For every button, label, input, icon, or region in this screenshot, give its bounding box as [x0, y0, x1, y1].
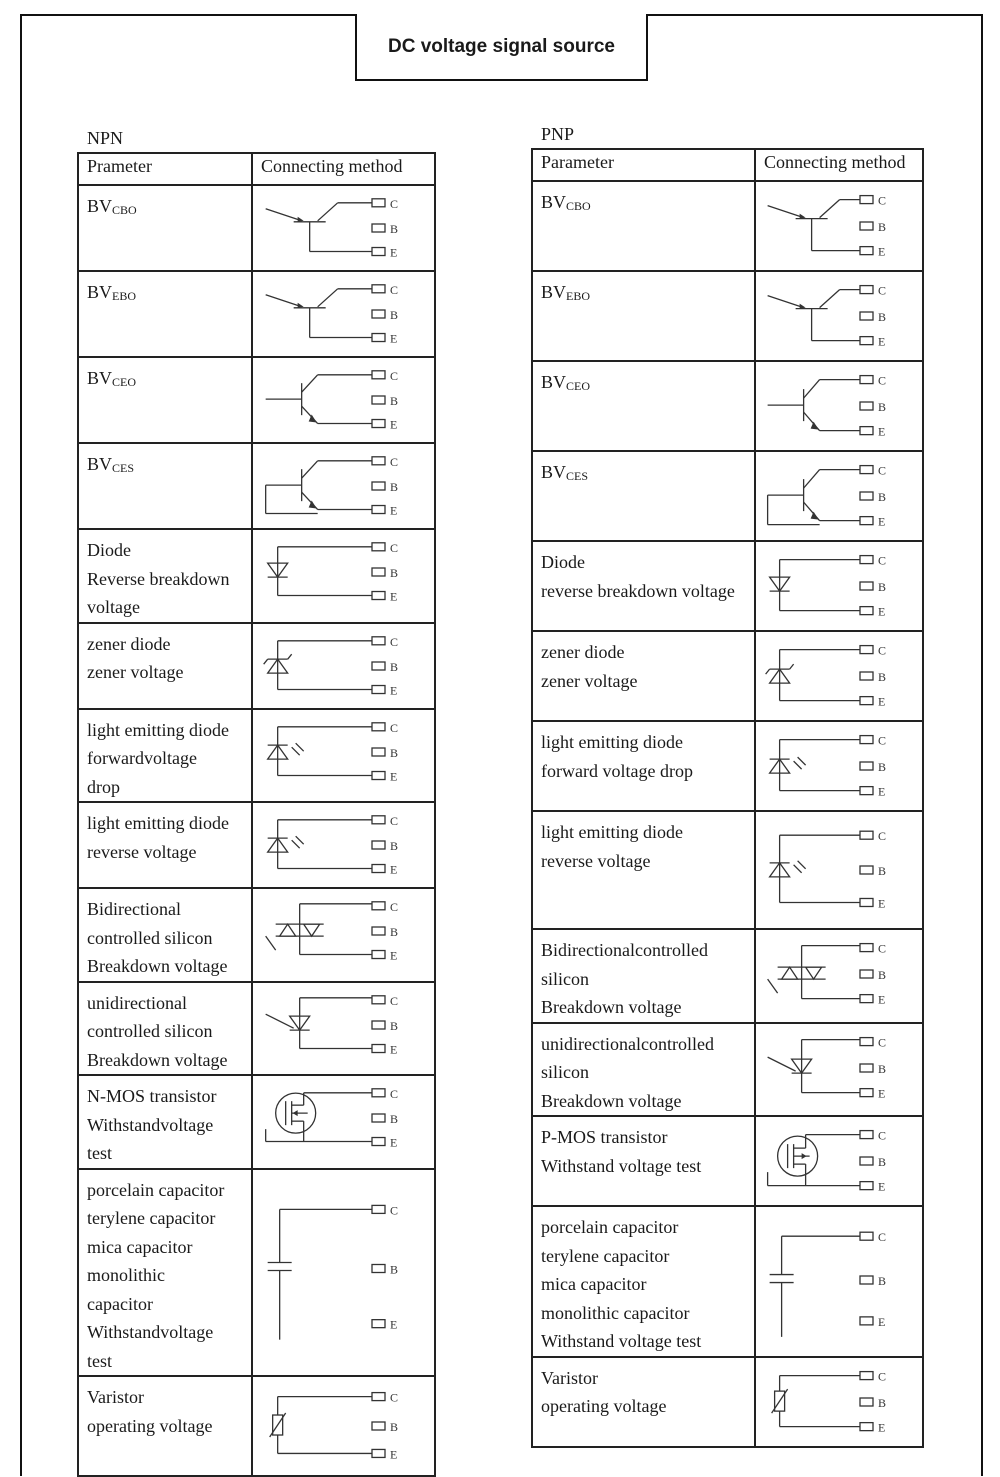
svg-text:E: E [390, 503, 398, 518]
svg-text:B: B [878, 220, 887, 234]
parameter-line [87, 1318, 243, 1347]
parameter-line: light emitting diode [541, 822, 683, 842]
svg-text:C: C [390, 1086, 399, 1101]
connection-diagram-cell [755, 1023, 923, 1117]
connection-diagram-cell [252, 357, 435, 443]
table-row [532, 271, 923, 361]
bjt-ceo-diagram-icon [756, 362, 922, 450]
parameter-cell [532, 361, 755, 451]
parameter-line: Breakdown voltage [87, 956, 228, 976]
connection-diagram-cell [755, 361, 923, 451]
svg-text:B: B [878, 580, 887, 594]
parameter-cell [532, 631, 755, 721]
parameter-line: terylene capacitor [87, 1208, 216, 1228]
bjt-ceo-diagram-icon [253, 358, 434, 442]
parameter-line: Breakdown voltage [541, 997, 682, 1017]
bjt-ces-diagram-icon [756, 452, 922, 540]
table-row [78, 802, 435, 888]
bjt-cbo-diagram-icon [253, 186, 434, 270]
table-row [78, 443, 435, 529]
svg-text:E: E [878, 1314, 886, 1329]
svg-text:C: C [878, 643, 887, 658]
svg-text:B: B [878, 670, 887, 684]
parameter-line: zener diode [541, 642, 625, 662]
parameter-line: monolithic [87, 1265, 165, 1285]
parameter-cell [532, 929, 755, 1023]
bjt-ces-diagram-icon [253, 444, 434, 528]
bjt-cbo-diagram-icon [756, 182, 922, 270]
parameter-cell [532, 721, 755, 811]
parameter-symbol: BV [541, 282, 567, 302]
parameter-cell [532, 1023, 755, 1117]
svg-text:E: E [878, 1179, 886, 1194]
parameter-line: Breakdown voltage [541, 1090, 682, 1111]
parameter-line: drop [87, 776, 120, 797]
triac-diagram-icon [253, 889, 434, 973]
parameter-line: silicon [541, 968, 589, 989]
table-row [78, 271, 435, 357]
parameter-line: test [87, 1350, 112, 1371]
svg-text:B: B [878, 864, 887, 878]
parameter-cell [532, 271, 755, 361]
npn-label: NPN [87, 128, 124, 148]
connection-diagram-cell [755, 1357, 923, 1447]
svg-text:E: E [390, 245, 398, 260]
svg-text:B: B [878, 968, 887, 982]
connection-diagram-cell [252, 709, 435, 803]
pmos-diagram-icon [756, 1117, 922, 1205]
parameter-symbol: BV [541, 192, 567, 212]
parameter-symbol: BV [541, 462, 567, 482]
parameter-line: zener voltage [541, 670, 638, 691]
connection-diagram-cell [755, 929, 923, 1023]
svg-text:C: C [878, 1230, 887, 1245]
parameter-subscript: EBO [112, 289, 137, 303]
table-row [532, 181, 923, 271]
table-row [78, 357, 435, 443]
parameter-line: N-MOS transistor [87, 1086, 217, 1106]
svg-text:B: B [878, 760, 887, 774]
parameter-line: monolithic capacitor [541, 1302, 690, 1323]
table-row [532, 929, 923, 1023]
connection-diagram-cell [755, 631, 923, 721]
parameter-line: Diode [87, 540, 131, 560]
svg-text:C: C [878, 373, 887, 388]
connection-diagram-cell [252, 1075, 435, 1169]
svg-text:C: C [390, 196, 399, 211]
svg-text:C: C [390, 1202, 399, 1217]
svg-text:C: C [878, 941, 887, 956]
parameter-line: porcelain capacitor [541, 1217, 679, 1237]
parameter-line: reverse breakdown voltage [541, 580, 735, 601]
connection-diagram-cell [755, 721, 923, 811]
table-row [78, 982, 435, 1076]
parameter-line: zener diode [87, 633, 171, 654]
svg-text:C: C [390, 720, 399, 735]
parameter-line: test [87, 1143, 112, 1163]
parameter-subscript: CEO [566, 379, 591, 393]
svg-text:C: C [878, 193, 887, 208]
svg-text:E: E [878, 1420, 886, 1435]
capacitor-diagram-icon [756, 1207, 922, 1353]
svg-text:E: E [878, 334, 886, 349]
svg-text:C: C [878, 463, 887, 478]
parameter-cell [532, 1206, 755, 1357]
pnp-table [531, 148, 924, 1448]
parameter-line [541, 1030, 746, 1059]
parameter-cell [78, 1376, 252, 1476]
svg-text:B: B [390, 1112, 399, 1126]
svg-text:C: C [390, 899, 399, 914]
table-header [78, 153, 435, 185]
parameter-line: light emitting diode [87, 719, 229, 740]
parameter-word: voltage [160, 1322, 214, 1342]
svg-text:E: E [878, 896, 886, 911]
table-header [532, 149, 923, 181]
connection-diagram-cell [252, 623, 435, 709]
connection-diagram-cell [252, 802, 435, 888]
svg-text:C: C [878, 829, 887, 844]
parameter-line: capacitor [87, 1293, 153, 1314]
parameter-subscript: EBO [566, 289, 591, 303]
connection-diagram-cell [252, 529, 435, 623]
svg-text:B: B [878, 1395, 887, 1410]
triac-diagram-icon [756, 930, 922, 1018]
parameter-cell [78, 623, 252, 709]
svg-text:B: B [390, 745, 399, 760]
parameter-symbol: BV [87, 282, 113, 302]
parameter-word: Bidirectional [541, 940, 635, 960]
connection-diagram-cell [755, 811, 923, 929]
parameter-line: reverse voltage [87, 841, 197, 862]
parameter-cell [78, 802, 252, 888]
parameter-cell [78, 529, 252, 623]
svg-text:B: B [878, 490, 887, 504]
method-header: Connecting method [252, 153, 435, 185]
led-forward-diagram-icon [756, 722, 922, 810]
parameter-line: terylene capacitor [541, 1245, 670, 1266]
zener-diagram-icon [756, 632, 922, 720]
diode-diagram-icon [253, 530, 434, 614]
parameter-line: Withstand voltage test [541, 1331, 702, 1351]
parameter-line: controlled silicon [87, 1021, 213, 1041]
page-title: DC voltage signal source [355, 14, 648, 81]
parameter-line: Withstand voltage test [541, 1155, 702, 1176]
bjt-ebo-diagram-icon [253, 272, 434, 356]
svg-text:C: C [878, 1369, 887, 1384]
svg-text:E: E [878, 244, 886, 259]
svg-text:B: B [390, 566, 399, 580]
method-header: Connecting method [755, 149, 923, 181]
parameter-word: Withstand [87, 1322, 161, 1342]
parameter-line: light emitting diode [87, 813, 229, 833]
svg-text:B: B [390, 659, 399, 674]
varistor-diagram-icon [756, 1358, 922, 1446]
parameter-cell [532, 1116, 755, 1206]
svg-text:C: C [390, 282, 399, 297]
table-row [78, 185, 435, 271]
parameter-word: Withstand [87, 1114, 161, 1135]
svg-text:E: E [390, 1317, 398, 1332]
svg-text:E: E [878, 992, 886, 1007]
svg-text:C: C [390, 1390, 399, 1405]
parameter-line: reverse voltage [541, 850, 651, 871]
diode-diagram-icon [756, 542, 922, 630]
table-row [78, 888, 435, 982]
parameter-word: unidirectional [541, 1033, 641, 1054]
parameter-cell [78, 1169, 252, 1377]
parameter-line: Reverse breakdown [87, 568, 230, 589]
capacitor-diagram-icon [253, 1170, 434, 1367]
table-row [532, 1206, 923, 1357]
parameter-cell [532, 541, 755, 631]
table-row [532, 811, 923, 929]
parameter-line: Varistor [541, 1367, 598, 1388]
table-row [532, 361, 923, 451]
parameter-line: mica capacitor [87, 1236, 193, 1257]
svg-text:E: E [390, 589, 398, 604]
scr-diagram-icon [253, 983, 434, 1067]
svg-text:E: E [390, 769, 398, 784]
svg-text:C: C [878, 1128, 887, 1143]
svg-text:C: C [390, 540, 399, 555]
svg-text:B: B [390, 1262, 399, 1276]
parameter-line: forward voltage drop [541, 760, 693, 781]
bjt-ebo-diagram-icon [756, 272, 922, 360]
table-row [532, 721, 923, 811]
table-row [78, 1169, 435, 1377]
svg-text:E: E [390, 1135, 398, 1150]
svg-text:B: B [878, 1155, 887, 1169]
parameter-word: controlled [640, 1033, 714, 1054]
svg-text:C: C [390, 993, 399, 1008]
connection-diagram-cell [755, 541, 923, 631]
svg-text:E: E [390, 331, 398, 346]
parameter-symbol: BV [87, 454, 113, 474]
parameter-word: voltage [143, 748, 197, 768]
pnp-label: PNP [541, 124, 575, 144]
parameter-cell [78, 443, 252, 529]
led-reverse-diagram-icon [253, 803, 434, 887]
svg-text:C: C [878, 283, 887, 298]
zener-diagram-icon [253, 624, 434, 708]
svg-text:C: C [390, 813, 399, 828]
parameter-line: Breakdown voltage [87, 1049, 228, 1070]
parameter-line: P-MOS transistor [541, 1127, 668, 1147]
table-row [78, 1075, 435, 1169]
connection-diagram-cell [252, 443, 435, 529]
connection-diagram-cell [755, 1206, 923, 1357]
parameter-subscript: CES [566, 469, 589, 483]
table-row [78, 709, 435, 803]
connection-diagram-cell [755, 181, 923, 271]
parameter-symbol: BV [87, 368, 113, 388]
connection-diagram-cell [252, 1376, 435, 1476]
npn-table [77, 152, 436, 1477]
parameter-cell [78, 888, 252, 982]
svg-text:E: E [390, 683, 398, 698]
connection-diagram-cell [252, 888, 435, 982]
svg-text:E: E [878, 424, 886, 439]
table-row [532, 541, 923, 631]
parameter-line: unidirectional [87, 992, 187, 1013]
parameter-line: operating voltage [541, 1396, 667, 1416]
parameter-cell [78, 271, 252, 357]
svg-text:E: E [390, 948, 398, 963]
parameter-symbol: BV [541, 372, 567, 392]
svg-text:C: C [390, 368, 399, 383]
table-row [78, 623, 435, 709]
table-row [532, 631, 923, 721]
parameter-line [541, 936, 746, 965]
connection-diagram-cell [252, 271, 435, 357]
parameter-line: Diode [541, 552, 585, 572]
parameter-cell [78, 709, 252, 803]
parameter-line: zener voltage [87, 662, 184, 682]
svg-text:C: C [878, 733, 887, 748]
led-forward-diagram-icon [253, 710, 434, 794]
svg-text:E: E [878, 784, 886, 799]
parameter-word: voltage [160, 1114, 214, 1135]
svg-text:B: B [390, 839, 399, 853]
connection-diagram-cell [755, 451, 923, 541]
parameter-cell [532, 1357, 755, 1447]
table-row [532, 1023, 923, 1117]
parameter-line: controlled silicon [87, 927, 213, 948]
parameter-cell [532, 181, 755, 271]
parameter-line: light emitting diode [541, 732, 683, 752]
svg-text:E: E [390, 417, 398, 432]
led-reverse-diagram-icon [756, 812, 922, 928]
parameter-line [87, 744, 243, 773]
parameter-line: porcelain capacitor [87, 1179, 225, 1200]
connection-diagram-cell [755, 1116, 923, 1206]
nmos-diagram-icon [253, 1076, 434, 1160]
parameter-line: Varistor [87, 1387, 144, 1407]
svg-text:E: E [878, 514, 886, 529]
svg-text:E: E [390, 1042, 398, 1057]
svg-text:B: B [390, 222, 399, 236]
svg-text:B: B [390, 1420, 399, 1434]
svg-text:E: E [390, 862, 398, 877]
svg-text:B: B [878, 310, 887, 324]
svg-text:B: B [390, 480, 399, 494]
parameter-symbol: BV [87, 196, 113, 216]
parameter-subscript: CEO [112, 375, 137, 389]
parameter-cell [532, 451, 755, 541]
parameter-line: Bidirectional [87, 899, 181, 919]
parameter-word: forward [87, 748, 144, 768]
svg-text:C: C [878, 1035, 887, 1050]
scr-diagram-icon [756, 1024, 922, 1112]
table-row [78, 529, 435, 623]
parameter-header: Parameter [532, 149, 755, 181]
connection-diagram-cell [755, 271, 923, 361]
parameter-header: Prameter [78, 153, 252, 185]
parameter-line: operating voltage [87, 1415, 213, 1436]
svg-text:C: C [390, 634, 399, 649]
svg-text:B: B [878, 400, 887, 414]
parameter-cell [78, 185, 252, 271]
parameter-cell [78, 1075, 252, 1169]
svg-text:C: C [390, 454, 399, 469]
table-row [532, 1357, 923, 1447]
parameter-subscript: CES [112, 461, 135, 475]
varistor-diagram-icon [253, 1377, 434, 1475]
connection-diagram-cell [252, 982, 435, 1076]
parameter-word: controlled [634, 940, 708, 960]
svg-text:B: B [390, 1018, 399, 1033]
parameter-line: silicon [541, 1062, 589, 1082]
connection-diagram-cell [252, 185, 435, 271]
svg-text:B: B [878, 1274, 887, 1288]
svg-text:E: E [878, 694, 886, 709]
parameter-subscript: CBO [112, 203, 137, 217]
parameter-cell [532, 811, 755, 929]
parameter-line: mica capacitor [541, 1274, 647, 1294]
connection-diagram-cell [252, 1169, 435, 1377]
table-row [532, 1116, 923, 1206]
svg-text:E: E [390, 1447, 398, 1462]
svg-text:B: B [390, 925, 399, 939]
parameter-cell [78, 982, 252, 1076]
parameter-subscript: CBO [566, 199, 591, 213]
svg-text:B: B [390, 394, 399, 408]
table-row [78, 1376, 435, 1476]
parameter-line: voltage [87, 597, 140, 617]
parameter-cell [78, 357, 252, 443]
parameter-line [87, 1111, 243, 1140]
svg-text:C: C [878, 553, 887, 568]
svg-text:B: B [878, 1061, 887, 1076]
svg-text:E: E [878, 1086, 886, 1101]
svg-text:E: E [878, 604, 886, 619]
table-row [532, 451, 923, 541]
svg-text:B: B [390, 308, 399, 322]
